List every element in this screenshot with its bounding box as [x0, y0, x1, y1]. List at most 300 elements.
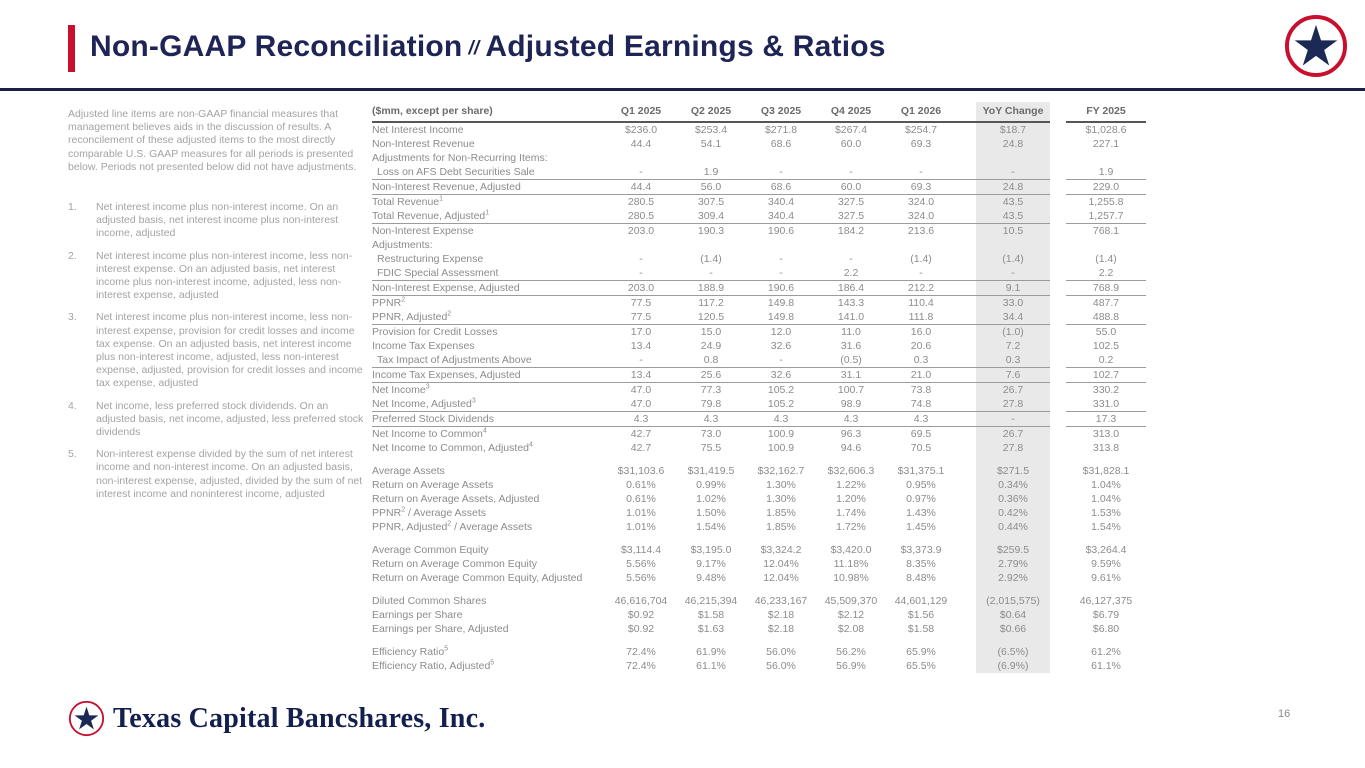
table-row	[372, 659, 1146, 673]
cell-value: -	[779, 253, 783, 265]
row-label: Preferred Stock Dividends	[372, 412, 606, 427]
footnote-2	[68, 250, 368, 303]
table-row	[372, 224, 1146, 239]
row-label: Total Revenue, Adjusted$^1$	[372, 209, 490, 222]
cell-value: (1.4)	[910, 253, 932, 265]
cell-value: 5.56%	[626, 558, 656, 570]
cell-value: 1.01%	[626, 521, 656, 533]
column-spacer	[956, 608, 976, 622]
yoy-change-value: 9.1	[976, 281, 1050, 296]
yoy-change-value: 34.4	[976, 310, 1050, 325]
table-row	[372, 310, 1146, 325]
fy-value: 227.1	[1092, 138, 1120, 150]
row-label: PPNR, Adjusted$^2$ / Average Assets	[372, 520, 533, 533]
cell-value: 32.6	[770, 340, 792, 352]
cell-value: 56.0%	[766, 646, 796, 658]
column-spacer	[1050, 281, 1066, 296]
table-row	[372, 266, 1146, 281]
cell-value: $2.18	[767, 609, 795, 621]
column-spacer	[956, 492, 976, 506]
row-label: Net Interest Income	[372, 124, 464, 136]
fy-value: 1.9	[1098, 166, 1114, 178]
cell-value: 17.0	[606, 325, 676, 340]
cell-value	[886, 238, 956, 252]
brand-name: Texas Capital Bancshares, Inc.	[113, 702, 486, 734]
fy-value: 61.2%	[1091, 646, 1121, 658]
column-header: Q4 2025	[816, 102, 886, 122]
column-spacer	[956, 368, 976, 383]
cell-value: $2.12	[837, 609, 865, 621]
cell-value: 190.6	[746, 224, 816, 239]
yoy-change-value: (1.0)	[976, 325, 1050, 340]
cell-value: 54.1	[700, 138, 722, 150]
column-header: Q1 2025	[606, 102, 676, 122]
column-spacer	[1050, 102, 1066, 122]
cell-value: 45,509,370	[824, 595, 878, 607]
yoy-change-value: 0.42%	[976, 506, 1050, 520]
cell-value: $3,324.2	[760, 544, 802, 556]
column-spacer	[956, 622, 976, 636]
table-row	[372, 238, 1146, 252]
yoy-change-value: 7.2	[976, 339, 1050, 353]
cell-value: 25.6	[676, 368, 746, 383]
table-row	[372, 478, 1146, 492]
row-label: Return on Average Assets	[372, 479, 494, 491]
column-spacer	[956, 195, 976, 210]
table-row	[372, 353, 1146, 368]
footnote-5	[68, 448, 368, 501]
footnote-3	[68, 311, 368, 390]
cell-value: 44.4	[606, 180, 676, 195]
cell-value: 13.4	[630, 340, 652, 352]
column-spacer	[956, 252, 976, 266]
cell-value: 141.0	[837, 311, 865, 323]
yoy-change-value	[976, 238, 1050, 252]
footnote-number: 2.	[68, 249, 77, 262]
cell-value: 46,215,394	[684, 595, 738, 607]
cell-value: 1.72%	[836, 521, 866, 533]
fy-value	[1066, 238, 1146, 252]
column-header: Q1 2026	[886, 102, 956, 122]
row-label: Income Tax Expenses, Adjusted	[372, 368, 606, 383]
table-row	[372, 165, 1146, 180]
row-label: Net Income, Adjusted$^3$	[372, 397, 476, 410]
cell-value: $1.56	[907, 609, 935, 621]
cell-value: 46,616,704	[614, 595, 668, 607]
cell-value: -	[779, 166, 783, 178]
cell-value: 69.3	[886, 180, 956, 195]
column-spacer	[956, 310, 976, 325]
cell-value: $3,195.0	[690, 544, 732, 556]
column-spacer	[1050, 492, 1066, 506]
fy-value: 1.04%	[1091, 493, 1121, 505]
cell-value: 1.30%	[766, 493, 796, 505]
table-row	[372, 636, 1146, 659]
title-accent-bar	[68, 25, 75, 72]
page-number: 16	[1278, 708, 1291, 720]
cell-value: $271.8	[764, 124, 798, 136]
yoy-change-value: 27.8	[976, 397, 1050, 412]
fy-value: 330.2	[1066, 383, 1146, 398]
footnote-number: 5.	[68, 448, 77, 461]
column-spacer	[1050, 310, 1066, 325]
cell-value: 4.3	[606, 412, 676, 427]
cell-value: 1.85%	[766, 521, 796, 533]
cell-value: 188.9	[676, 281, 746, 296]
row-label: Non-Interest Expense	[372, 224, 606, 239]
table-body	[372, 122, 1146, 673]
cell-value: 0.8	[703, 354, 719, 366]
fy-value: 768.1	[1066, 224, 1146, 239]
fy-value: 102.5	[1092, 340, 1120, 352]
column-header: YoY Change	[976, 102, 1050, 122]
cell-value: $253.4	[694, 124, 728, 136]
column-spacer	[1050, 622, 1066, 636]
yoy-change-value: 10.5	[976, 224, 1050, 239]
cell-value: 70.5	[910, 442, 932, 454]
column-spacer	[1050, 266, 1066, 281]
cell-value: 12.0	[746, 325, 816, 340]
row-label: Return on Average Assets, Adjusted	[372, 493, 540, 505]
column-spacer	[956, 102, 976, 122]
column-spacer	[956, 506, 976, 520]
fy-value: 1.54%	[1091, 521, 1121, 533]
cell-value: 73.0	[676, 427, 746, 442]
cell-value: 0.61%	[626, 479, 656, 491]
cell-value: 110.4	[886, 296, 956, 311]
column-spacer	[956, 427, 976, 442]
cell-value: 32.6	[746, 368, 816, 383]
cell-value: 68.6	[770, 138, 792, 150]
column-spacer	[956, 397, 976, 412]
column-spacer	[1050, 506, 1066, 520]
cell-value: 327.5	[837, 210, 865, 222]
table-row	[372, 622, 1146, 636]
yoy-change-value: $271.5	[976, 455, 1050, 478]
cell-value: 72.4%	[626, 646, 656, 658]
cell-value: $3,373.9	[900, 544, 942, 556]
cell-value: 31.6	[840, 340, 862, 352]
table-row	[372, 608, 1146, 622]
table-row	[372, 325, 1146, 340]
row-label: Net Income to Common$^4$	[372, 427, 606, 442]
cell-value: $3,114.4	[620, 544, 662, 556]
fy-value: 768.9	[1066, 281, 1146, 296]
column-spacer	[956, 151, 976, 165]
cell-value: $31,419.5	[687, 465, 735, 477]
cell-value: 0.61%	[626, 493, 656, 505]
cell-value: 94.6	[840, 442, 862, 454]
column-spacer	[956, 585, 976, 608]
fy-value: 1.53%	[1091, 507, 1121, 519]
column-spacer	[1050, 659, 1066, 673]
cell-value: 96.3	[816, 427, 886, 442]
cell-value	[606, 151, 676, 165]
yoy-change-value: $259.5	[976, 534, 1050, 557]
cell-value: 2.2	[843, 267, 859, 279]
column-spacer	[1050, 195, 1066, 210]
cell-value: 0.97%	[906, 493, 936, 505]
cell-value: -	[779, 354, 783, 366]
fy-value: 2.2	[1098, 267, 1114, 279]
fy-value: $1,028.6	[1085, 124, 1127, 136]
yoy-change-value: $0.66	[976, 622, 1050, 636]
yoy-change-value: (6.5%)	[976, 636, 1050, 659]
cell-value: 213.6	[886, 224, 956, 239]
cell-value: 1.9	[703, 166, 719, 178]
cell-value: 31.1	[816, 368, 886, 383]
fy-value: 488.8	[1092, 311, 1120, 323]
table-row	[372, 151, 1146, 165]
cell-value: (0.5)	[840, 354, 862, 366]
cell-value: 149.8	[746, 296, 816, 311]
column-spacer	[1050, 397, 1066, 412]
column-spacer	[956, 636, 976, 659]
cell-value: -	[849, 166, 853, 178]
table-row	[372, 252, 1146, 266]
row-label: PPNR$^2$ / Average Assets	[372, 506, 487, 519]
cell-value: 186.4	[816, 281, 886, 296]
cell-value: 280.5	[627, 210, 655, 222]
cell-value: 61.1%	[696, 660, 726, 672]
cell-value	[746, 151, 816, 165]
cell-value: 56.0	[676, 180, 746, 195]
yoy-change-value	[976, 151, 1050, 165]
fy-value: 61.1%	[1091, 660, 1121, 672]
fy-value: 229.0	[1066, 180, 1146, 195]
intro-paragraph: Adjusted line items are non-GAAP financial measures that management believes aids in the discussion of results. A reconcilement of these adjusted items to the most directly comparable U.S. GAAP measures for all periods is presented below. Periods not presented below did not have adjustments.	[68, 108, 357, 173]
footnote-number: 1.	[68, 201, 77, 214]
cell-value: -	[709, 267, 713, 279]
row-label: Diluted Common Shares	[372, 595, 487, 607]
cell-value: 13.4	[606, 368, 676, 383]
table-row	[372, 441, 1146, 455]
cell-value: 280.5	[606, 195, 676, 210]
cell-value: 327.5	[816, 195, 886, 210]
cell-value: 56.2%	[836, 646, 866, 658]
cell-value: -	[779, 267, 783, 279]
cell-value	[606, 238, 676, 252]
column-spacer	[1050, 455, 1066, 478]
cell-value: 8.35%	[906, 558, 936, 570]
yoy-change-value: 0.34%	[976, 478, 1050, 492]
column-spacer	[1050, 325, 1066, 340]
table-row	[372, 455, 1146, 478]
cell-value: -	[919, 166, 923, 178]
cell-value: $254.7	[904, 124, 938, 136]
column-spacer	[1050, 224, 1066, 239]
cell-value	[676, 151, 746, 165]
yoy-change-value: 2.79%	[976, 557, 1050, 571]
column-spacer	[1050, 608, 1066, 622]
fy-value: $6.79	[1092, 609, 1120, 621]
cell-value: 60.0	[840, 138, 862, 150]
column-spacer	[1050, 368, 1066, 383]
yoy-change-value: 26.7	[976, 427, 1050, 442]
yoy-change-value: 2.92%	[976, 571, 1050, 585]
cell-value: $32,606.3	[827, 465, 875, 477]
cell-value: 77.3	[676, 383, 746, 398]
cell-value: 1.20%	[836, 493, 866, 505]
fy-value: $3,264.4	[1085, 544, 1127, 556]
column-spacer	[1050, 441, 1066, 455]
cell-value: (1.4)	[700, 253, 722, 265]
table-row	[372, 571, 1146, 585]
fy-value: 102.7	[1066, 368, 1146, 383]
row-label: Return on Average Common Equity, Adjusted	[372, 572, 583, 584]
cell-value: 100.9	[746, 427, 816, 442]
cell-value: 117.2	[676, 296, 746, 311]
cell-value	[816, 238, 886, 252]
cell-value: 190.3	[676, 224, 746, 239]
cell-value: 1.54%	[696, 521, 726, 533]
column-spacer	[1050, 557, 1066, 571]
yoy-change-value: -	[976, 266, 1050, 281]
footer-brand	[68, 700, 485, 737]
cell-value: 111.8	[908, 311, 934, 323]
title-separator: //	[468, 38, 480, 59]
cell-value: 11.0	[816, 325, 886, 340]
yoy-change-value: (6.9%)	[976, 659, 1050, 673]
cell-value: $32,162.7	[757, 465, 805, 477]
table-row	[372, 412, 1146, 427]
cell-value: 65.5%	[906, 660, 936, 672]
column-spacer	[956, 281, 976, 296]
row-label: Loss on AFS Debt Securities Sale	[377, 166, 535, 178]
footnote-number: 3.	[68, 311, 77, 324]
column-spacer	[1050, 383, 1066, 398]
yoy-change-value: 27.8	[976, 441, 1050, 455]
column-spacer	[956, 325, 976, 340]
row-label: PPNR$^2$	[372, 296, 606, 311]
cell-value: -	[849, 253, 853, 265]
column-spacer	[956, 659, 976, 673]
row-label: Provision for Credit Losses	[372, 325, 606, 340]
table-header	[372, 102, 1146, 122]
title-divider	[0, 88, 1365, 91]
fy-value: $31,828.1	[1082, 465, 1130, 477]
row-label: Net Income to Common, Adjusted$^4$	[372, 441, 533, 454]
star-logo-icon	[68, 700, 105, 737]
table-row	[372, 585, 1146, 608]
column-header: Q3 2025	[746, 102, 816, 122]
cell-value: 1.43%	[906, 507, 936, 519]
table-row	[372, 122, 1146, 137]
reconciliation-table-container	[372, 102, 1146, 673]
cell-value: 11.18%	[833, 558, 869, 570]
cell-value: 1.22%	[836, 479, 866, 491]
cell-value: 15.0	[676, 325, 746, 340]
cell-value: -	[919, 267, 923, 279]
cell-value: 9.17%	[696, 558, 726, 570]
cell-value: 143.3	[816, 296, 886, 311]
row-label: Earnings per Share, Adjusted	[372, 623, 509, 635]
column-spacer	[956, 238, 976, 252]
yoy-change-value: 43.5	[976, 195, 1050, 210]
cell-value: 47.0	[606, 383, 676, 398]
column-spacer	[956, 441, 976, 455]
cell-value: 4.3	[676, 412, 746, 427]
cell-value: 1.50%	[696, 507, 726, 519]
fy-value: 1.04%	[1091, 479, 1121, 491]
cell-value: 5.56%	[626, 572, 656, 584]
cell-value: 65.9%	[906, 646, 936, 658]
table-row	[372, 339, 1146, 353]
footnote-text: Net interest income plus non-interest income, less non-interest expense. On an adjusted basis, net interest income plus non-interest income, adjusted, less non-interest expense, adjusted	[96, 249, 353, 302]
row-label: Adjustments:	[372, 239, 433, 251]
table-row	[372, 506, 1146, 520]
cell-value	[886, 151, 956, 165]
yoy-change-value: 24.8	[976, 180, 1050, 195]
cell-value: $236.0	[624, 124, 658, 136]
column-spacer	[956, 339, 976, 353]
fy-value: 46,127,375	[1079, 595, 1133, 607]
column-spacer	[1050, 137, 1066, 151]
cell-value: $3,420.0	[830, 544, 872, 556]
cell-value: $31,103.6	[617, 465, 665, 477]
cell-value: 69.5	[886, 427, 956, 442]
cell-value: 0.3	[913, 354, 929, 366]
cell-value: 56.9%	[836, 660, 866, 672]
column-header: Q2 2025	[676, 102, 746, 122]
yoy-change-value: 26.7	[976, 383, 1050, 398]
cell-value: 56.0%	[766, 660, 796, 672]
fy-value: 331.0	[1092, 398, 1120, 410]
cell-value: 74.8	[910, 398, 932, 410]
fy-value: 1,257.7	[1088, 210, 1124, 222]
table-row	[372, 281, 1146, 296]
cell-value	[676, 238, 746, 252]
yoy-change-value: -	[976, 165, 1050, 180]
yoy-change-value: 33.0	[976, 296, 1050, 311]
row-label: Net Income$^3$	[372, 383, 606, 398]
cell-value: 149.8	[767, 311, 795, 323]
yoy-change-value: -	[976, 412, 1050, 427]
fy-value: 1,255.8	[1066, 195, 1146, 210]
cell-value: 60.0	[816, 180, 886, 195]
cell-value: 10.98%	[833, 572, 869, 584]
cell-value: 105.2	[767, 398, 795, 410]
column-spacer	[956, 296, 976, 311]
cell-value: 4.3	[816, 412, 886, 427]
cell-value: 203.0	[606, 281, 676, 296]
cell-value: 309.4	[697, 210, 725, 222]
row-label: Average Assets	[372, 465, 445, 477]
column-spacer	[1050, 165, 1066, 180]
column-header: ($mm, except per share)	[372, 102, 606, 122]
column-spacer	[1050, 151, 1066, 165]
footnote-text: Net interest income plus non-interest income. On an adjusted basis, net interest income plus non-interest income, adjusted	[96, 201, 339, 240]
footnote-text: Net income, less preferred stock dividends. On an adjusted basis, net income, adjusted, less preferred stock dividends	[96, 399, 364, 439]
fy-value: 487.7	[1066, 296, 1146, 311]
table-row	[372, 209, 1146, 224]
column-spacer	[956, 478, 976, 492]
column-spacer	[956, 520, 976, 534]
column-spacer	[1050, 209, 1066, 224]
table-row	[372, 195, 1146, 210]
cell-value: 44.4	[630, 138, 652, 150]
column-spacer	[956, 266, 976, 281]
column-spacer	[1050, 353, 1066, 368]
cell-value: 340.4	[767, 210, 795, 222]
footnote-4	[68, 400, 368, 440]
cell-value: 190.6	[746, 281, 816, 296]
table-row	[372, 492, 1146, 506]
cell-value: 16.0	[886, 325, 956, 340]
row-label: Restructuring Expense	[377, 253, 484, 265]
cell-value: 1.01%	[626, 507, 656, 519]
column-spacer	[1050, 180, 1066, 195]
